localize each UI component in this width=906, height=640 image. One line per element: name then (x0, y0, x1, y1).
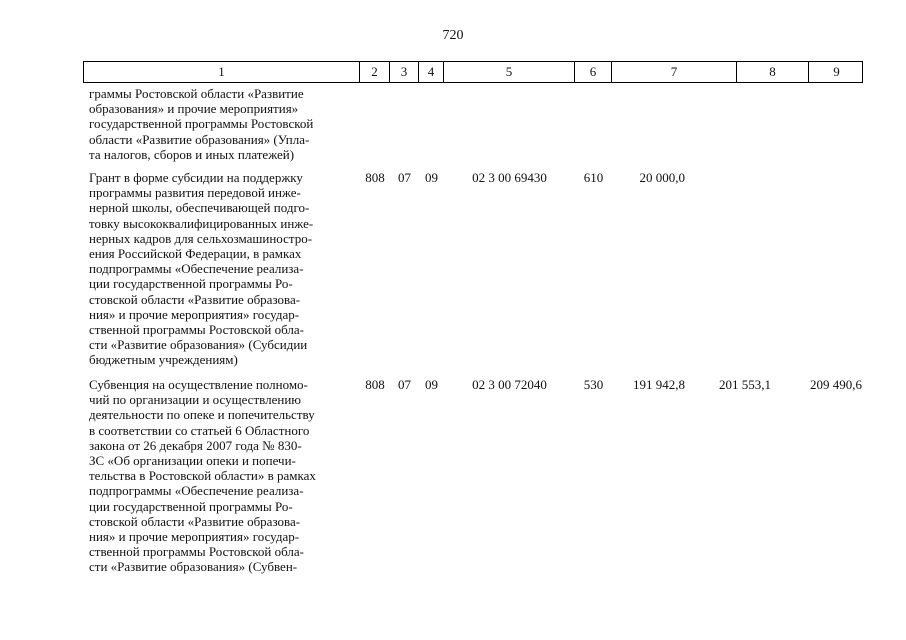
header-col-5: 5 (444, 62, 575, 82)
row-3-col-5: 02 3 00 72040 (472, 377, 547, 392)
page-number: 720 (442, 28, 464, 43)
row-3-col-4: 09 (425, 377, 438, 392)
row-3-description: Субвенция на осуществление полномо- чий по организации и осуществлению деятельности по опеке и попечительству в соответствии со статьей 6 Областного закона от 26 декабря 2007 года № 830- ЗС «Об организации опеки и попечи- тельства в Ростовской области» в рамках подпрограммы «Обеспечение реализа- ции государственной программы Ро- стовской области «Развитие образова- ния» и прочие мероприятия» государ- ственной программы Ростовской обла- сти «Развитие образования» (Субвен- (89, 377, 316, 575)
header-col-6: 6 (575, 62, 612, 82)
row-3-col-2: 808 (365, 377, 385, 392)
row-3-col-3: 07 (398, 377, 411, 392)
header-col-3: 3 (390, 62, 419, 82)
row-3-col-9: 209 490,6 (810, 377, 862, 392)
row-2-col-6: 610 (583, 170, 604, 185)
row-1-description: граммы Ростовской области «Развитие образования» и прочие мероприятия» государственной программы Ростовской области «Развитие образования» (Упла- та налогов, сборов и иных платежей) (89, 86, 314, 162)
row-3-col-8: 201 553,1 (719, 377, 771, 392)
row-2-col-4: 09 (425, 170, 438, 185)
table-header-row (83, 61, 863, 83)
header-col-1: 1 (84, 62, 360, 82)
row-2-col-3: 07 (398, 170, 411, 185)
row-3-col-6: 530 (583, 377, 604, 392)
header-col-9: 9 (833, 64, 840, 79)
row-3-col-7: 191 942,8 (633, 377, 685, 392)
row-2-col-7: 20 000,0 (639, 170, 685, 185)
row-2-col-2: 808 (365, 170, 385, 185)
header-col-4: 4 (419, 62, 444, 82)
header-col-8: 8 (737, 62, 809, 82)
header-col-2: 2 (360, 62, 390, 82)
row-2-col-5: 02 3 00 69430 (472, 170, 547, 185)
row-2-description: Грант в форме субсидии на поддержку программы развития передовой инже- нерной школы, обеспечивающей подго- товку высококвалифицированных инже- нерных кадров для сельхозмашиностро- ения Российской Федерации, в рамках подпрограммы «Обеспечение реализа- ции государственной программы Ро- стовской области «Развитие образова- ния» и прочие мероприятия» государ- ственной программы Ростовской обла- сти «Развитие образования» (Субсидии бюджетным учреждениям) (89, 170, 314, 368)
header-col-7: 7 (612, 62, 737, 82)
